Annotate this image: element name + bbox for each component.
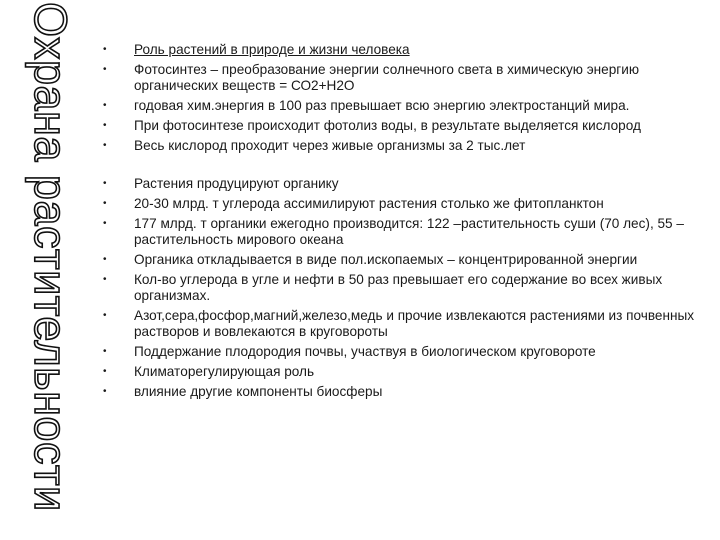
bullet-icon: • bbox=[103, 218, 107, 229]
content-area bbox=[100, 42, 700, 404]
list-item bbox=[100, 196, 700, 212]
bullet-text: Фотосинтез – преобразование энергии солнечного света в химическую энергию органических веществ = СО2+Н2О bbox=[134, 62, 640, 93]
bullet-text: Климатoрегулирующая роль bbox=[134, 364, 315, 379]
list-item bbox=[100, 364, 700, 380]
list-item bbox=[100, 42, 700, 58]
bullet-icon: • bbox=[103, 386, 107, 397]
bullet-icon: • bbox=[103, 100, 107, 111]
list-item bbox=[100, 308, 700, 340]
list-item bbox=[100, 176, 700, 192]
bullet-text: Азот,сера,фосфор,магний,железо,медь и прочие извлекаются растениями из почвенных растворов и вовлекаются в круговороты bbox=[134, 308, 695, 339]
list-item bbox=[100, 138, 700, 154]
bullet-text: Весь кислород проходит через живые организмы за 2 тыс.лет bbox=[134, 138, 526, 153]
bullet-icon: • bbox=[103, 64, 107, 75]
bullet-icon: • bbox=[103, 274, 107, 285]
bullet-list-1 bbox=[100, 42, 700, 154]
bullet-icon: • bbox=[103, 310, 107, 321]
bullet-icon: • bbox=[103, 120, 107, 131]
bullet-text: 177 млрд. т органики ежегодно производится: 122 –растительность суши (70 лес), 55 – растительность мирового океана bbox=[134, 216, 684, 247]
list-item bbox=[100, 344, 700, 360]
bullet-text: При фотосинтезе происходит фотолиз воды, в результате выделяется кислород bbox=[134, 118, 641, 133]
bullet-icon: • bbox=[103, 198, 107, 209]
list-item bbox=[100, 384, 700, 400]
bullet-text: 20-30 млрд. т углерода ассимилируют растения столько же фитопланктон bbox=[134, 196, 604, 211]
bullet-text: Растения продуцируют органику bbox=[134, 176, 339, 191]
bullet-icon: • bbox=[103, 254, 107, 265]
bullet-text: влияние другие компоненты биосферы bbox=[134, 384, 383, 399]
bullet-text: Роль растений в природе и жизни человека bbox=[134, 42, 410, 57]
slide-title: Охрана растительности bbox=[25, 2, 76, 512]
list-item bbox=[100, 252, 700, 268]
bullet-icon: • bbox=[103, 140, 107, 151]
bullet-text: Органика откладывается в виде пол.ископаемых – концентрированной энергии bbox=[134, 252, 638, 267]
group-spacer bbox=[100, 158, 700, 176]
bullet-text: годовая хим.энергия в 100 раз превышает всю энергию электростанций мира. bbox=[134, 98, 630, 113]
bullet-icon: • bbox=[103, 44, 107, 55]
bullet-list-2 bbox=[100, 176, 700, 400]
bullet-text: Кол-во углерода в угле и нефти в 50 раз превышает его содержание во всех живых организмах. bbox=[134, 272, 663, 303]
title-container bbox=[22, 2, 78, 512]
bullet-icon: • bbox=[103, 178, 107, 189]
list-item bbox=[100, 98, 700, 114]
list-item bbox=[100, 272, 700, 304]
bullet-icon: • bbox=[103, 366, 107, 377]
list-item bbox=[100, 118, 700, 134]
bullet-text: Поддержание плодородия почвы, участвуя в биологическом круговороте bbox=[134, 344, 596, 359]
bullet-icon: • bbox=[103, 346, 107, 357]
list-item bbox=[100, 62, 700, 94]
list-item bbox=[100, 216, 700, 248]
